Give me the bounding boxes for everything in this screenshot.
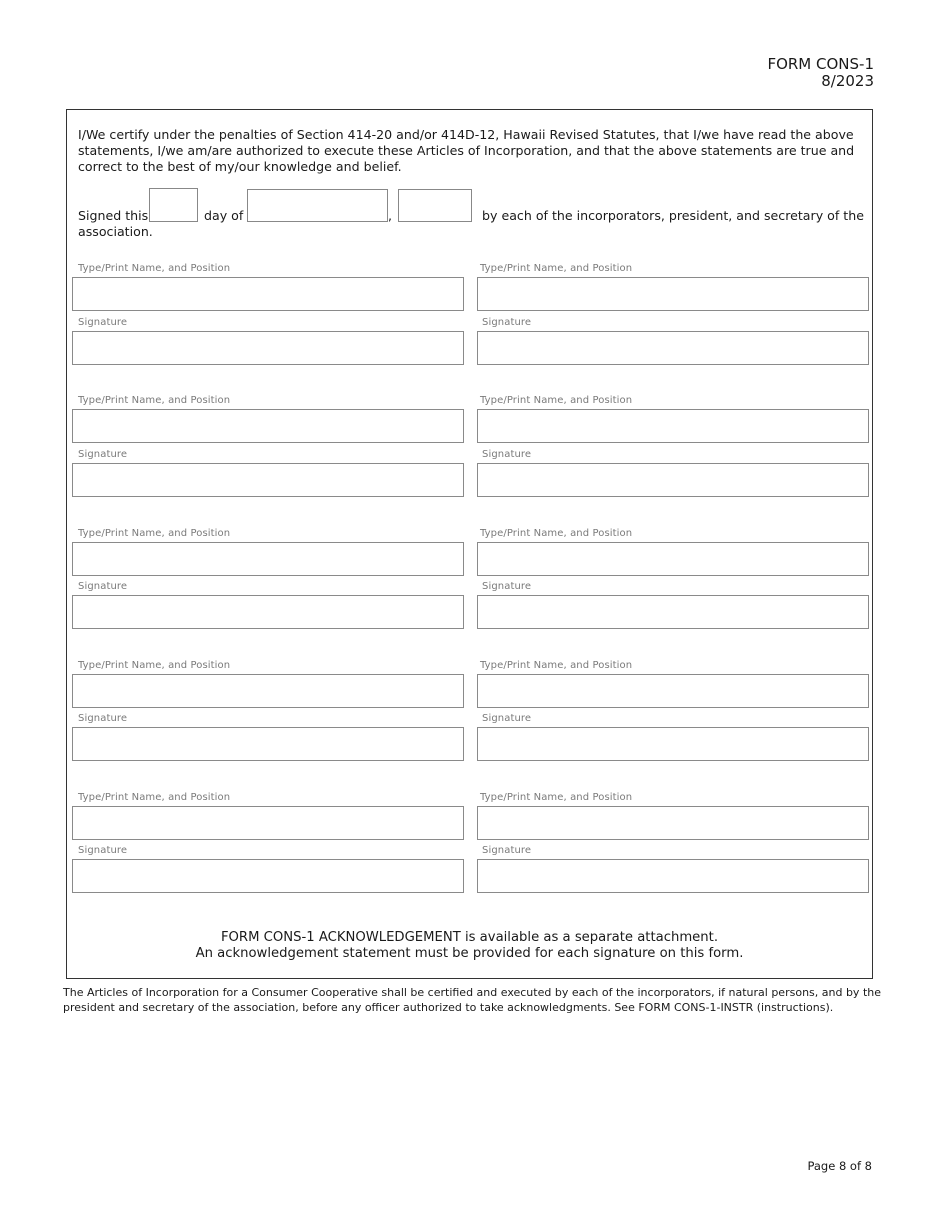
certification-frame: [66, 109, 873, 979]
name-label: Type/Print Name, and Position: [480, 528, 633, 539]
acknowledgement-line-2: An acknowledgement statement must be provided for each signature on this form.: [195, 946, 744, 961]
signature-input-right-2[interactable]: [477, 463, 869, 497]
name-label: Type/Print Name, and Position: [78, 263, 231, 274]
form-id: FORM CONS-1: [767, 55, 874, 73]
name-input-left-1[interactable]: [72, 277, 464, 311]
month-field[interactable]: [247, 189, 388, 222]
acknowledgement-line-1: FORM CONS-1 ACKNOWLEDGEMENT is available as a separate attachment.: [220, 930, 719, 945]
name-input-left-4[interactable]: [72, 674, 464, 708]
name-label: Type/Print Name, and Position: [78, 395, 231, 406]
day-of-label: day of: [204, 208, 244, 223]
signed-suffix-line1: by each of the incorporators, president, and secretary of the: [482, 208, 864, 223]
year-field[interactable]: [398, 189, 472, 222]
name-label: Type/Print Name, and Position: [480, 660, 633, 671]
signature-label: Signature: [78, 317, 128, 328]
form-date: 8/2023: [821, 72, 874, 90]
footnote: The Articles of Incorporation for a Consumer Cooperative shall be certified and executed by each of the incorporators, if natural persons, and by the president and secretary of the association, before any officer authorized to take acknowledgments. See FORM CONS-1-INSTR (instructions).: [63, 986, 881, 1014]
signature-label: Signature: [482, 713, 532, 724]
signature-label: Signature: [78, 845, 128, 856]
signature-label: Signature: [482, 845, 532, 856]
name-input-right-5[interactable]: [477, 806, 869, 840]
signature-label: Signature: [482, 317, 532, 328]
signature-input-left-3[interactable]: [72, 595, 464, 629]
name-input-right-3[interactable]: [477, 542, 869, 576]
signature-input-left-4[interactable]: [72, 727, 464, 761]
signature-label: Signature: [482, 581, 532, 592]
comma: ,: [388, 208, 393, 223]
name-label: Type/Print Name, and Position: [78, 792, 231, 803]
name-input-right-1[interactable]: [477, 277, 869, 311]
signature-input-right-1[interactable]: [477, 331, 869, 365]
name-input-right-2[interactable]: [477, 409, 869, 443]
name-input-right-4[interactable]: [477, 674, 869, 708]
name-label: Type/Print Name, and Position: [78, 528, 231, 539]
signed-suffix-line2: association.: [78, 224, 153, 239]
signature-input-left-2[interactable]: [72, 463, 464, 497]
signature-input-right-5[interactable]: [477, 859, 869, 893]
name-label: Type/Print Name, and Position: [480, 263, 633, 274]
name-label: Type/Print Name, and Position: [480, 792, 633, 803]
signature-input-left-1[interactable]: [72, 331, 464, 365]
signature-input-left-5[interactable]: [72, 859, 464, 893]
day-field[interactable]: [149, 188, 198, 222]
name-label: Type/Print Name, and Position: [480, 395, 633, 406]
signature-label: Signature: [78, 713, 128, 724]
signed-this-label: Signed this: [78, 208, 149, 223]
signature-input-right-4[interactable]: [477, 727, 869, 761]
certification-text: I/We certify under the penalties of Section 414-20 and/or 414D-12, Hawaii Revised Statutes, that I/we have read the above statements, I/we am/are authorized to execute these Articles of Incorporation, and that the above statements are true and correct to the best of my/our knowledge and belief.: [78, 127, 855, 174]
signature-label: Signature: [78, 581, 128, 592]
signature-label: Signature: [78, 449, 128, 460]
name-input-left-3[interactable]: [72, 542, 464, 576]
acknowledgement-note: [67, 930, 872, 962]
name-label: Type/Print Name, and Position: [78, 660, 231, 671]
signature-label: Signature: [482, 449, 532, 460]
signature-input-right-3[interactable]: [477, 595, 869, 629]
page-number: Page 8 of 8: [807, 1159, 872, 1173]
name-input-left-2[interactable]: [72, 409, 464, 443]
form-header: [767, 56, 874, 90]
name-input-left-5[interactable]: [72, 806, 464, 840]
